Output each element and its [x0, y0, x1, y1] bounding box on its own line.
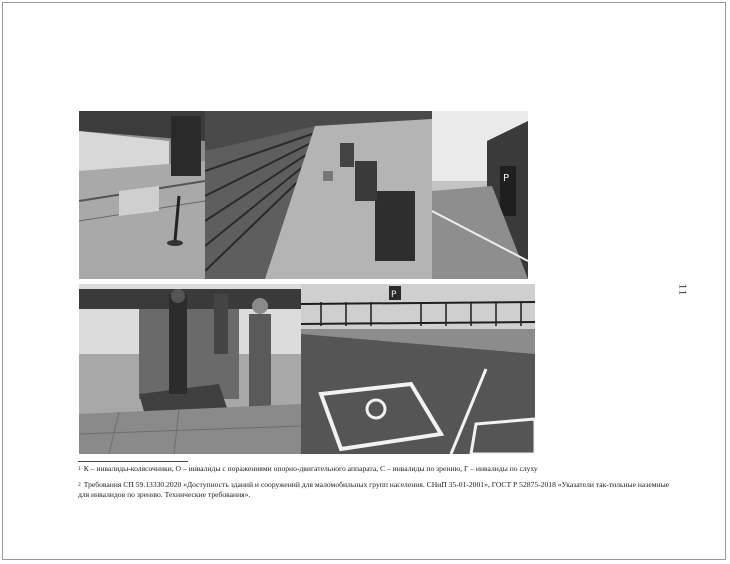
svg-text:P: P	[391, 290, 397, 300]
photo-seating-rows	[205, 111, 432, 279]
footnote-2-mark: 2	[78, 482, 81, 488]
footnote-2-text: Требования СП 59.13330.2020 «Доступность зданий и сооружений для маломобильных групп населения. СНиП 35-01-2001», ГОСТ Р 52875-2018 «Указатели так-тильные наземные для инвалидов по зрению. Технические требования».	[78, 480, 670, 499]
footnote-2	[78, 480, 678, 500]
footnote-1-text: К – инвалиды-колясочники, О – инвалиды с поражениями опорно-двигательного аппарата, С – инвалиды по зрению, Г – инвалиды по слуху	[83, 464, 538, 473]
photo-bus-lift	[79, 284, 301, 454]
photo-parking-sign	[432, 111, 528, 279]
footnote-1	[78, 464, 678, 474]
footnote-1-mark: 1	[78, 466, 81, 472]
page-border	[2, 2, 726, 560]
page-number: 11	[676, 283, 689, 297]
photo-stadium-stand	[79, 111, 205, 279]
footnote-separator	[78, 461, 188, 462]
svg-text:P: P	[503, 173, 510, 184]
photo-accessible-parking	[301, 284, 535, 454]
